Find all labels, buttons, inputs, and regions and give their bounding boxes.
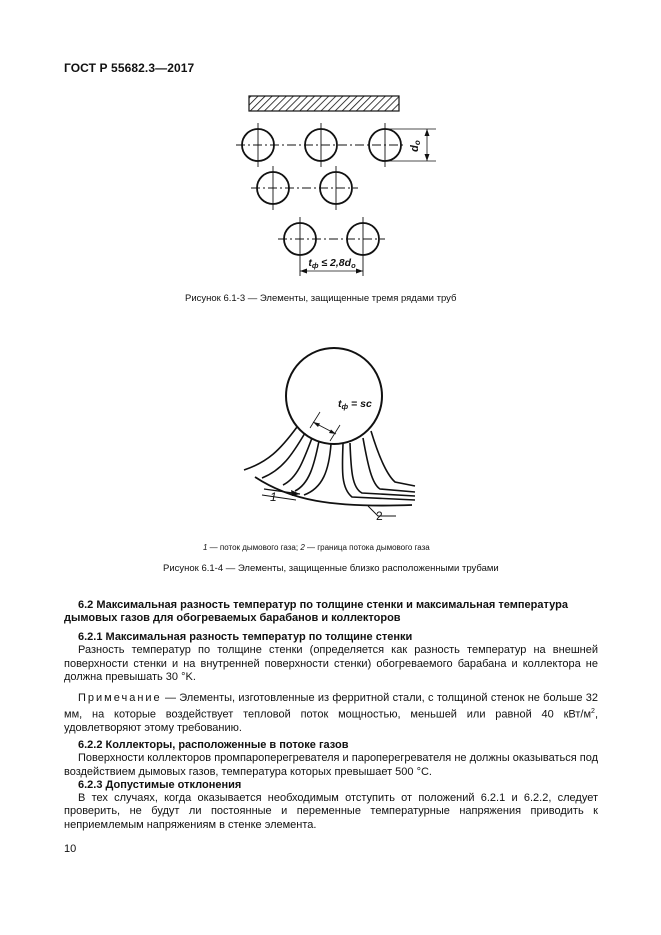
tube-group-right — [342, 431, 415, 500]
section-6-2-2 — [64, 739, 598, 832]
section-6-2-heading: 6.2 Максимальная разность температур по толщине стенки и максимальная температура дымовых газов для обогреваемых барабанов и коллекторов — [64, 599, 568, 625]
section-6-2-1-heading: 6.2.1 Максимальная разность температур по толщине стенки — [78, 631, 413, 643]
document-code-header: ГОСТ Р 55682.3—2017 — [64, 61, 195, 75]
section-6-2-2-body: Поверхности коллекторов промпароперегревателя и пароперегревателя не должны оказываться под воздействием дымовых газов, температура которых превышает 500 °C. — [64, 752, 598, 778]
figure-6-1-4-legend: 1 — поток дымового газа; 2 — граница потока дымового газа — [203, 543, 430, 552]
label-tf-2: tф = sc — [338, 398, 372, 411]
section-6-2-2-heading: 6.2.2 Коллекторы, расположенные в потоке газов — [78, 739, 349, 751]
label-d0: do — [409, 140, 422, 152]
figure-6-1-3-caption: Рисунок 6.1-3 — Элементы, защищенные тремя рядами труб — [185, 293, 457, 304]
figure-6-1-4 — [0, 330, 661, 535]
label-tf: tф ≤ 2,8do — [308, 257, 356, 270]
page-number: 10 — [64, 843, 77, 855]
figure-6-1-3 — [0, 0, 661, 300]
section-6-2-3-heading: 6.2.3 Допустимые отклонения — [78, 778, 242, 791]
section-6-2-1-body: Разность температур по толщине стенки (определяется как разность температур на внешней поверхности стенки и на внутренней поверхности стенки) обогреваемого барабана и коллектора не должна превышать 30 °K. — [64, 644, 598, 683]
tube-group-left — [244, 427, 331, 495]
marker-1: 1 — [270, 490, 277, 504]
section-6-2-1-note: Примечание — Элементы, изготовленные из ферритной стали, с толщиной стенок не больше 32 мм, на которые воздействует тепловой поток мощностью, меньшей или равной 40 кВт/$м^2$, удовлетворяют этому требованию. — [64, 692, 598, 735]
wall-hatched — [249, 96, 399, 111]
drum-circle — [286, 348, 382, 444]
marker-2: 2 — [376, 509, 383, 523]
section-6-2-1 — [64, 631, 598, 736]
figure-6-1-4-caption: Рисунок 6.1-4 — Элементы, защищенные близко расположенными трубами — [163, 563, 499, 574]
section-6-2 — [64, 599, 598, 626]
section-6-2-3-body: В тех случаях, когда оказывается необходимым отступить от положений 6.2.1 и 6.2.2, следует проверить, не будут ли постоянные и переменные температурные напряжения приводить к неприемлемым напряжениям в стенке элемента. — [64, 792, 598, 831]
